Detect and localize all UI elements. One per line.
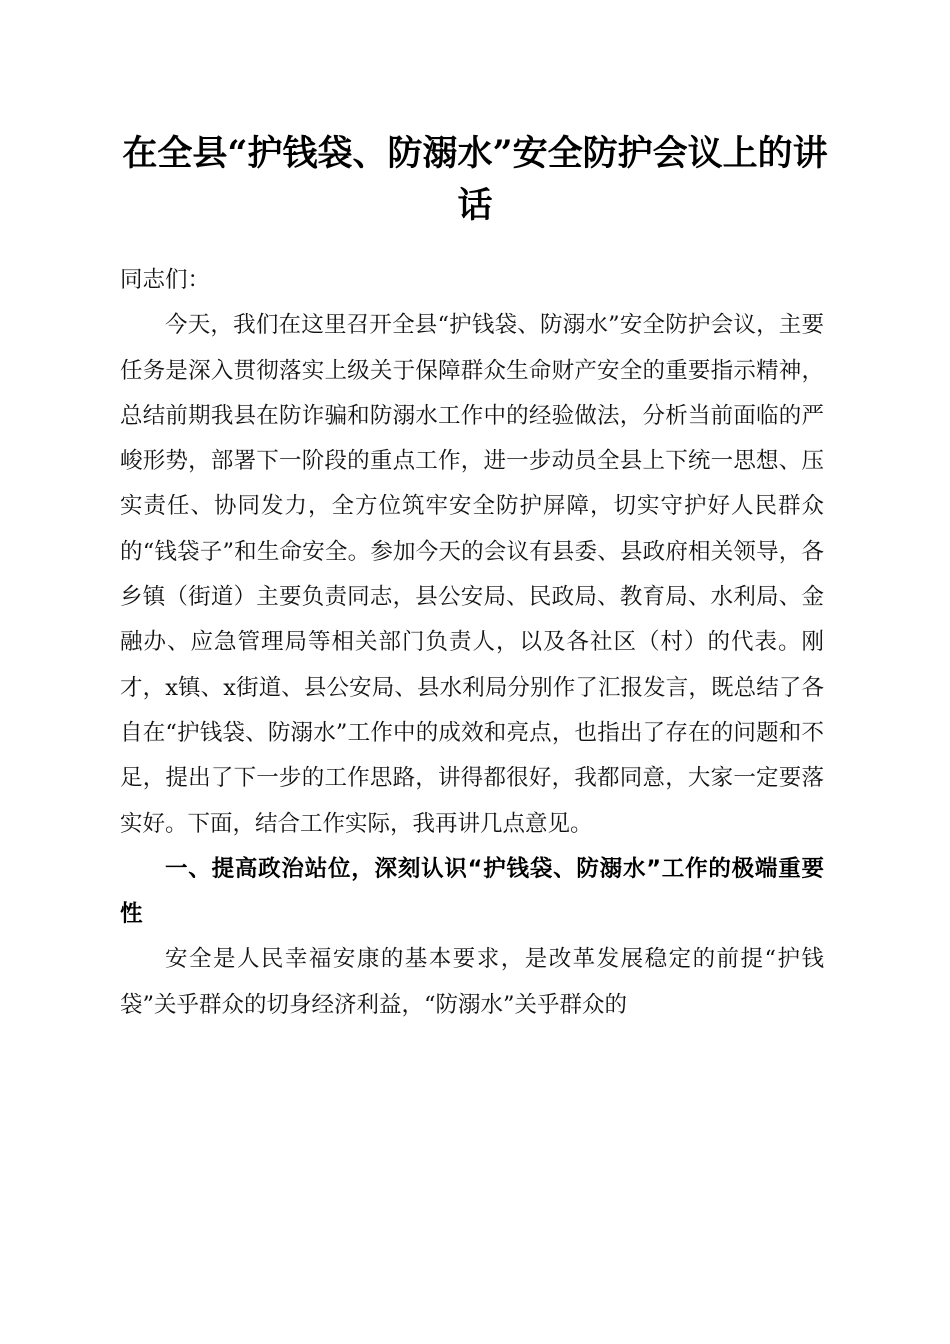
- section-heading: 一、提高政治站位，深刻认识“护钱袋、防溺水”工作的极端重要性: [120, 855, 824, 928]
- section-paragraph: 安全是人民幸福安康的基本要求，是改革发展稳定的前提“护钱袋”关乎群众的切身经济利益，“防溺水”关乎群众的: [120, 946, 824, 1018]
- document-body: [120, 258, 824, 1028]
- opening-paragraph: 今天，我们在这里召开全县“护钱袋、防溺水”安全防护会议，主要任务是深入贯彻落实上级关于保障群众生命财产安全的重要指示精神，总结前期我县在防诈骗和防溺水工作中的经验做法，分析当前面临的严峻形势，部署下一阶段的重点工作，进一步动员全县上下统一思想、压实责任、协同发力，全方位筑牢安全防护屏障，切实守护好人民群众的“钱袋子”和生命安全。参加今天的会议有县委、县政府相关领导，各乡镇（街道）主要负责同志，县公安局、民政局、教育局、水利局、金融办、应急管理局等相关部门负责人，以及各社区（村）的代表。刚才，x镇、x街道、县公安局、县水利局分别作了汇报发言，既总结了各自在“护钱袋、防溺水”工作中的成效和亮点，也指出了存在的问题和不足，提出了下一步的工作思路，讲得都很好，我都同意，大家一定要落实好。下面，结合工作实际，我再讲几点意见。: [120, 312, 824, 837]
- document-title: 在全县“护钱袋、防溺水”安全防护会议上的讲话: [122, 133, 828, 226]
- salutation: 同志们：: [120, 267, 211, 293]
